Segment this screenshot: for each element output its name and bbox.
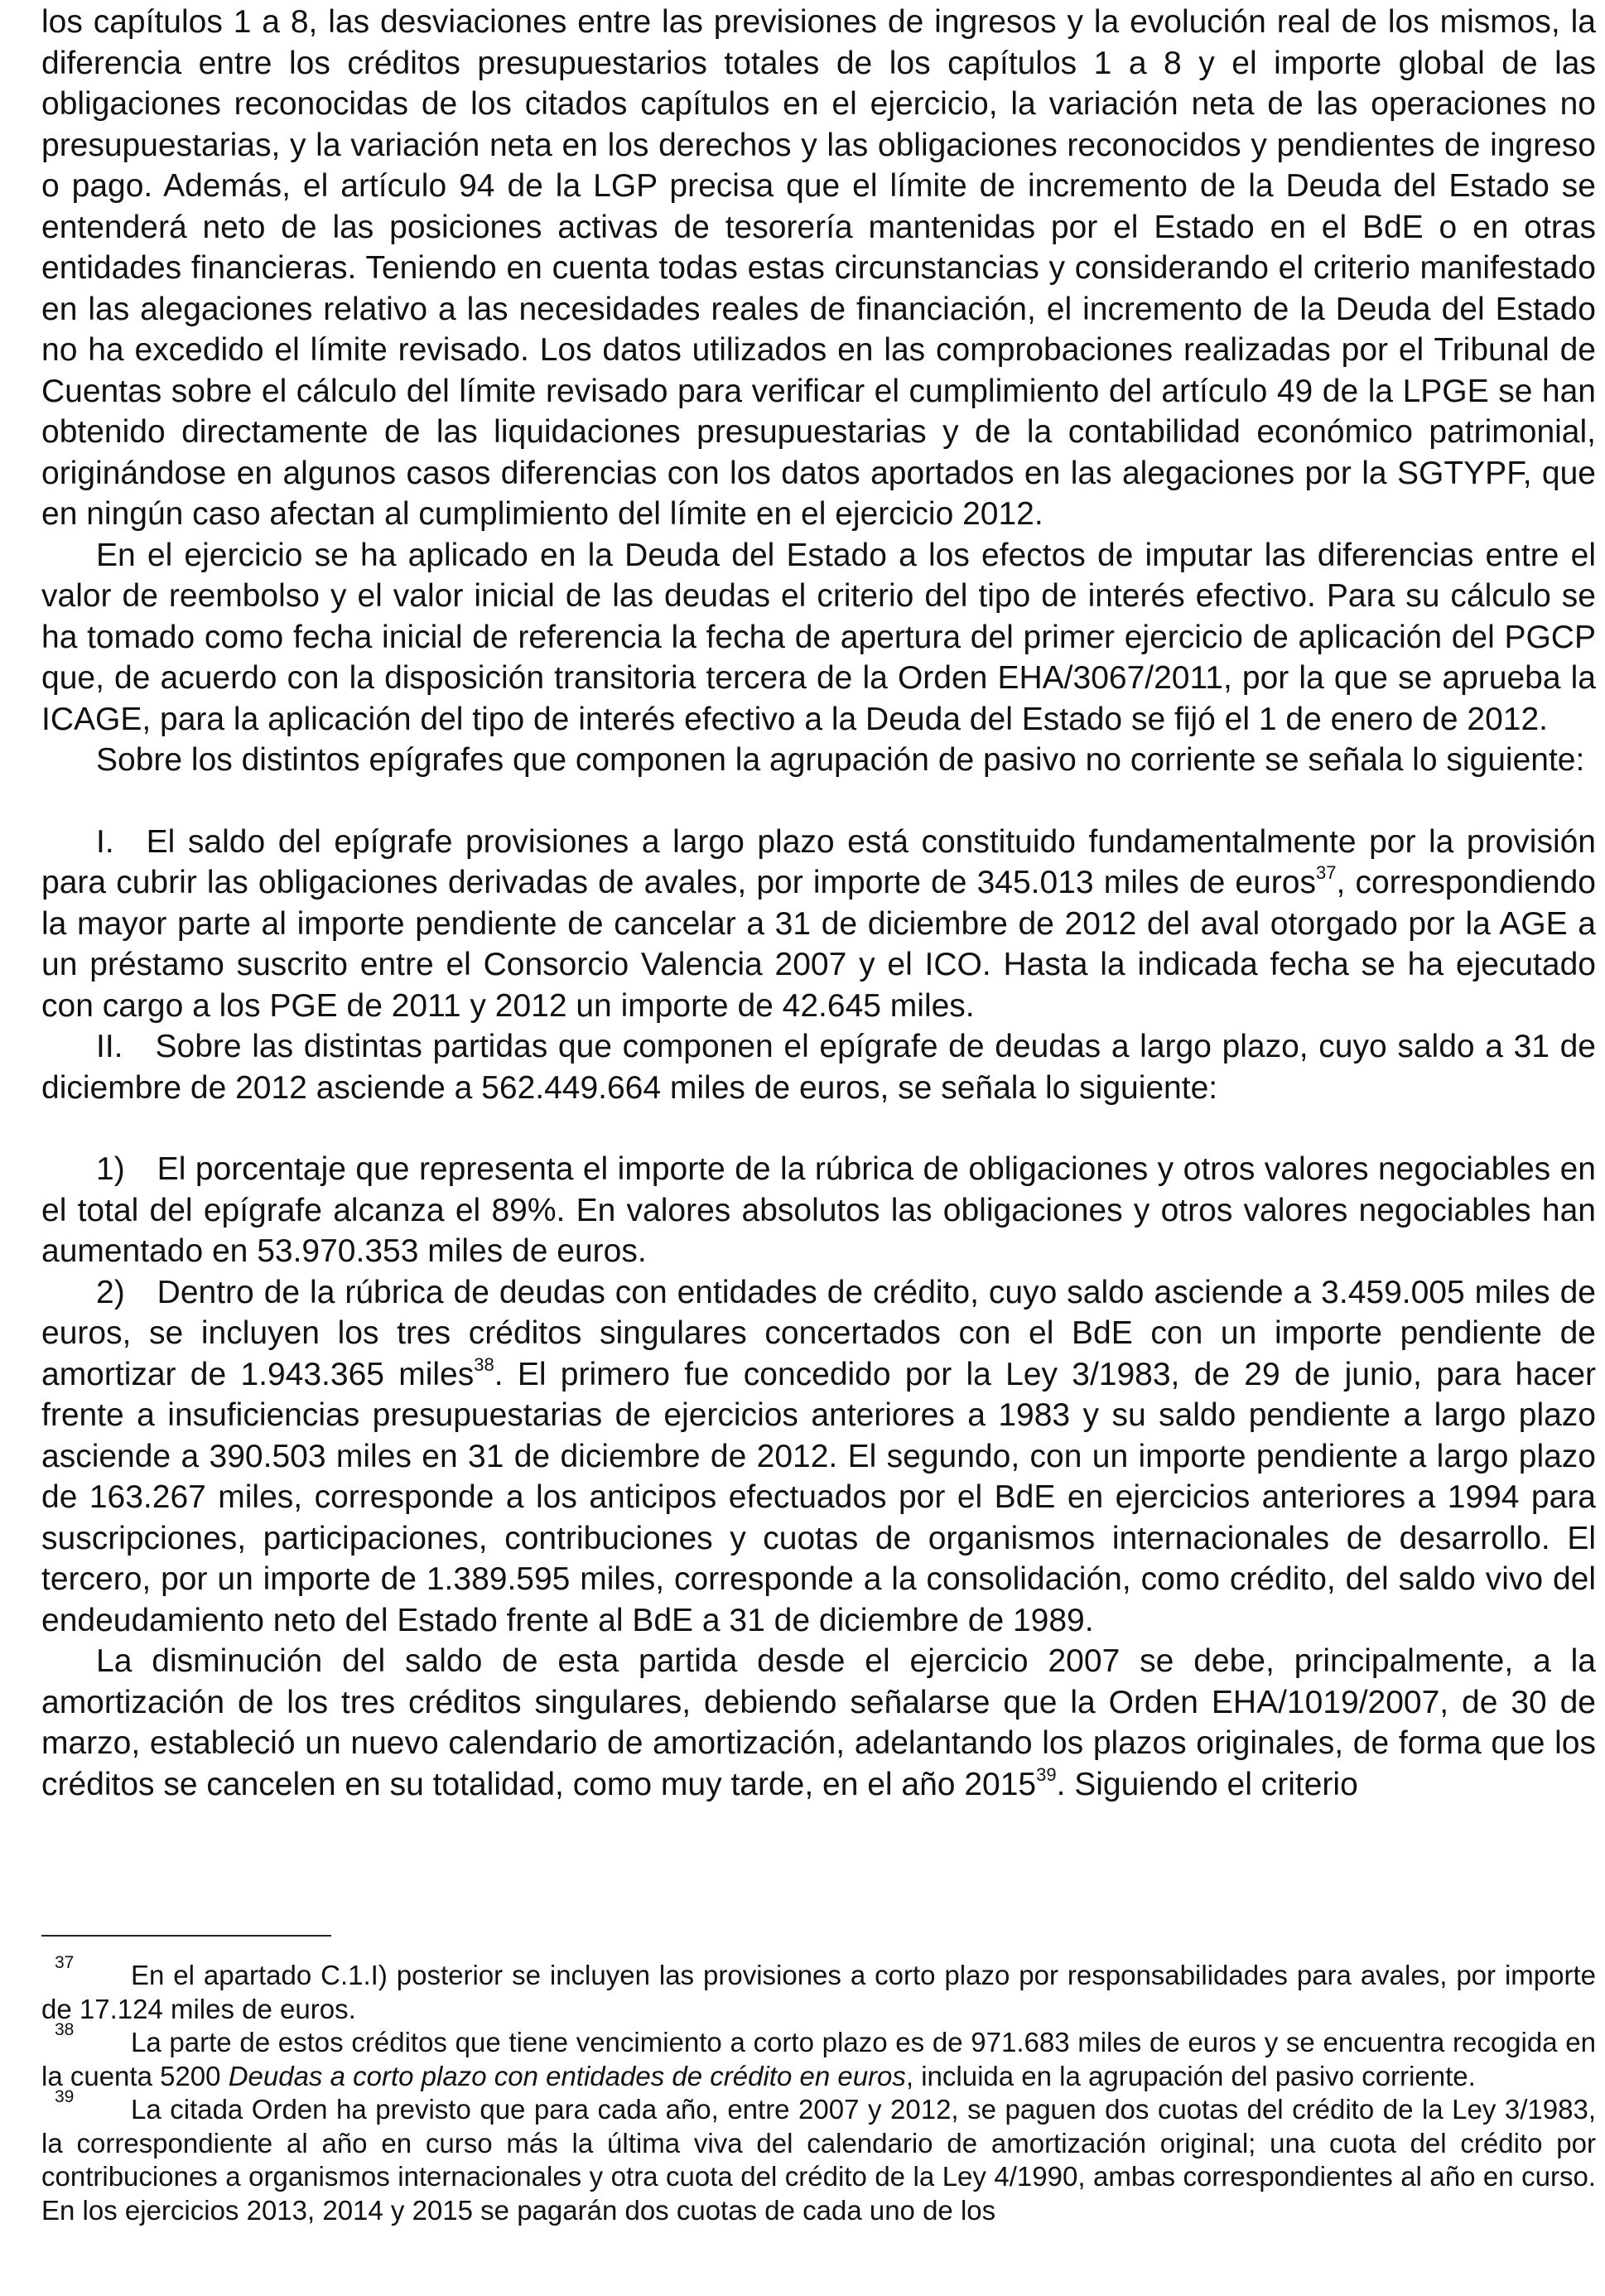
paragraph-text: , correspondiendo la mayor parte al importe pendiente de cancelar a 31 de diciembre de 2012 del aval otorgado por la AGE a un préstamo suscrito entre el Consorcio Valencia 2007 y el ICO. Hasta la indicada fecha se ha ejecutado con cargo a los PGE de 2011 y 2012 un importe de 42.645 miles. <box>41 865 1596 1024</box>
footnote-italic-text: Deudas a corto plazo con entidades de crédito en euros <box>228 2060 906 2091</box>
paragraph: En el ejercicio se ha aplicado en la Deuda del Estado a los efectos de imputar las diferencias entre el valor de reembolso y el valor inicial de las deudas el criterio del tipo de interés efectivo. Para su cálculo se ha tomado como fecha inicial de referencia la fecha de apertura del primer ejercicio de aplicación del PGCP que, de acuerdo con la disposición transitoria tercera de la Orden EHA/3067/2011, por la que se aprueba la ICAGE, para la aplicación del tipo de interés efectivo a la Deuda del Estado se fijó el 1 de enero de 2012. <box>41 537 1596 737</box>
paragraph-text: La disminución del saldo de esta partida desde el ejercicio 2007 se debe, principalmente, a la amortización de los tres créditos singulares, debiendo señalarse que la Orden EHA/1019/2007, de 30 de marzo, estableció un nuevo calendario de amortización, adelantando los plazos originales, de forma que los créditos se cancelen en su totalidad, como muy tarde, en el año 2015 <box>41 1643 1596 1802</box>
footnote-separator <box>41 1935 331 1937</box>
paragraph: los capítulos 1 a 8, las desviaciones entre las previsiones de ingresos y la evolución real de los mismos, la diferencia entre los créditos presupuestarios totales de los capítulos 1 a 8 y el importe global de las obligaciones reconocidas de los citados capítulos en el ejercicio, la variación neta de las operaciones no presupuestarias, y la variación neta en los derechos y las obligaciones reconocidos y pendientes de ingreso o pago. Además, el artículo 94 de la LGP precisa que el límite de incremento de la Deuda del Estado se entenderá neto de las posiciones activas de tesorería mantenidas por el Estado en el BdE o en otras entidades financieras. Teniendo en cuenta todas estas circunstancias y considerando el criterio manifestado en las alegaciones relativo a las necesidades reales de financiación, el incremento de la Deuda del Estado no ha excedido el límite revisado. Los datos utilizados en las comprobaciones realizadas por el Tribunal de Cuentas sobre el cálculo del límite revisado para verificar el cumplimiento del artículo 49 de la LPGE se han obtenido directamente de las liquidaciones presupuestarias y de la contabilidad económico patrimonial, originándose en algunos casos diferencias con los datos aportados en las alegaciones por la SGTYPF, que en ningún caso afectan al cumplimiento del límite en el ejercicio 2012. <box>41 4 1596 532</box>
footnote-text: La parte de estos créditos que tiene vencimiento a corto plazo es de 971.683 miles de euros y se encuentra recogida en la cuenta 5200 <box>41 2027 1596 2091</box>
paragraph-text: . Siguiendo el criterio <box>1056 1766 1358 1802</box>
footnote-38 <box>41 2020 1596 2093</box>
paragraph-text: . El primero fue concedido por la Ley 3/1983, de 29 de junio, para hacer frente a insuficiencias presupuestarias de ejercicios anteriores a 1983 y su saldo pendiente a largo plazo asciende a 390.503 miles en 31 de diciembre de 2012. El segundo, con un importe pendiente a largo plazo de 163.267 miles, corresponde a los anticipos efectuados por el BdE en ejercicios anteriores a 1994 para suscripciones, participaciones, contribuciones y cuotas de organismos internacionales de desarrollo. El tercero, por un importe de 1.389.595 miles, corresponde a la consolidación, como crédito, del saldo vivo del endeudamiento neto del Estado frente al BdE a 31 de diciembre de 1989. <box>41 1356 1596 1638</box>
paragraph-text: I. El saldo del epígrafe provisiones a largo plazo está constituido fundamentalmente por la provisión para cubrir las obligaciones derivadas de avales, por importe de 345.013 miles de euros <box>41 823 1596 900</box>
footnote-number: 38 <box>55 2020 75 2039</box>
footnote-text: En el apartado C.1.I) posterior se incluyen las provisiones a corto plazo por responsabilidades para avales, por importe de 17.124 miles de euros. <box>41 1960 1596 2024</box>
paragraph: Sobre los distintos epígrafes que componen la agrupación de pasivo no corriente se señala lo siguiente: <box>96 742 1585 778</box>
list-item-i <box>41 822 1596 1027</box>
sub-item-1: 1) El porcentaje que representa el importe de la rúbrica de obligaciones y otros valores negociables en el total del epígrafe alcanza el 89%. En valores absolutos las obligaciones y otros valores negociables han aumentado en 53.970.353 miles de euros. <box>41 1151 1596 1269</box>
footnote-ref-37[interactable]: 37 <box>1315 862 1337 883</box>
footnote-text: , incluida en la agrupación del pasivo corriente. <box>905 2060 1476 2091</box>
footnote-ref-38[interactable]: 38 <box>474 1353 494 1375</box>
footnote-number: 39 <box>55 2087 75 2106</box>
document-body <box>41 2 1596 1805</box>
footnote-number: 37 <box>55 1953 75 1972</box>
footnote-ref-39[interactable]: 39 <box>1036 1763 1057 1785</box>
footnote-text: La citada Orden ha previsto que para cada año, entre 2007 y 2012, se paguen dos cuotas del crédito de la Ley 3/1983, la correspondiente al año en curso más la última viva del calendario de amortización original; una cuota del crédito por contribuciones a organismos internacionales y otra cuota del crédito de la Ley 4/1990, ambas correspondientes al año en curso. En los ejercicios 2013, 2014 y 2015 se pagarán dos cuotas de cada uno de los <box>41 2094 1596 2226</box>
paragraph-gap <box>41 781 1596 822</box>
list-item-ii: II. Sobre las distintas partidas que componen el epígrafe de deudas a largo plazo, cuyo saldo a 31 de diciembre de 2012 asciende a 562.449.664 miles de euros, se señala lo siguiente: <box>41 1029 1596 1106</box>
paragraph-text: 2) Dentro de la rúbrica de deudas con entidades de crédito, cuyo saldo asciende a 3.459.005 miles de euros, se incluyen los tres créditos singulares concertados con el BdE con un importe pendiente de amortizar de 1.943.365 miles <box>41 1274 1596 1392</box>
paragraph-gap <box>41 1108 1596 1149</box>
paragraph <box>41 1641 1596 1805</box>
footnotes <box>41 1953 1596 2227</box>
footnote-39 <box>41 2087 1596 2227</box>
footnote-37 <box>41 1953 1596 2026</box>
sub-item-2 <box>41 1272 1596 1642</box>
